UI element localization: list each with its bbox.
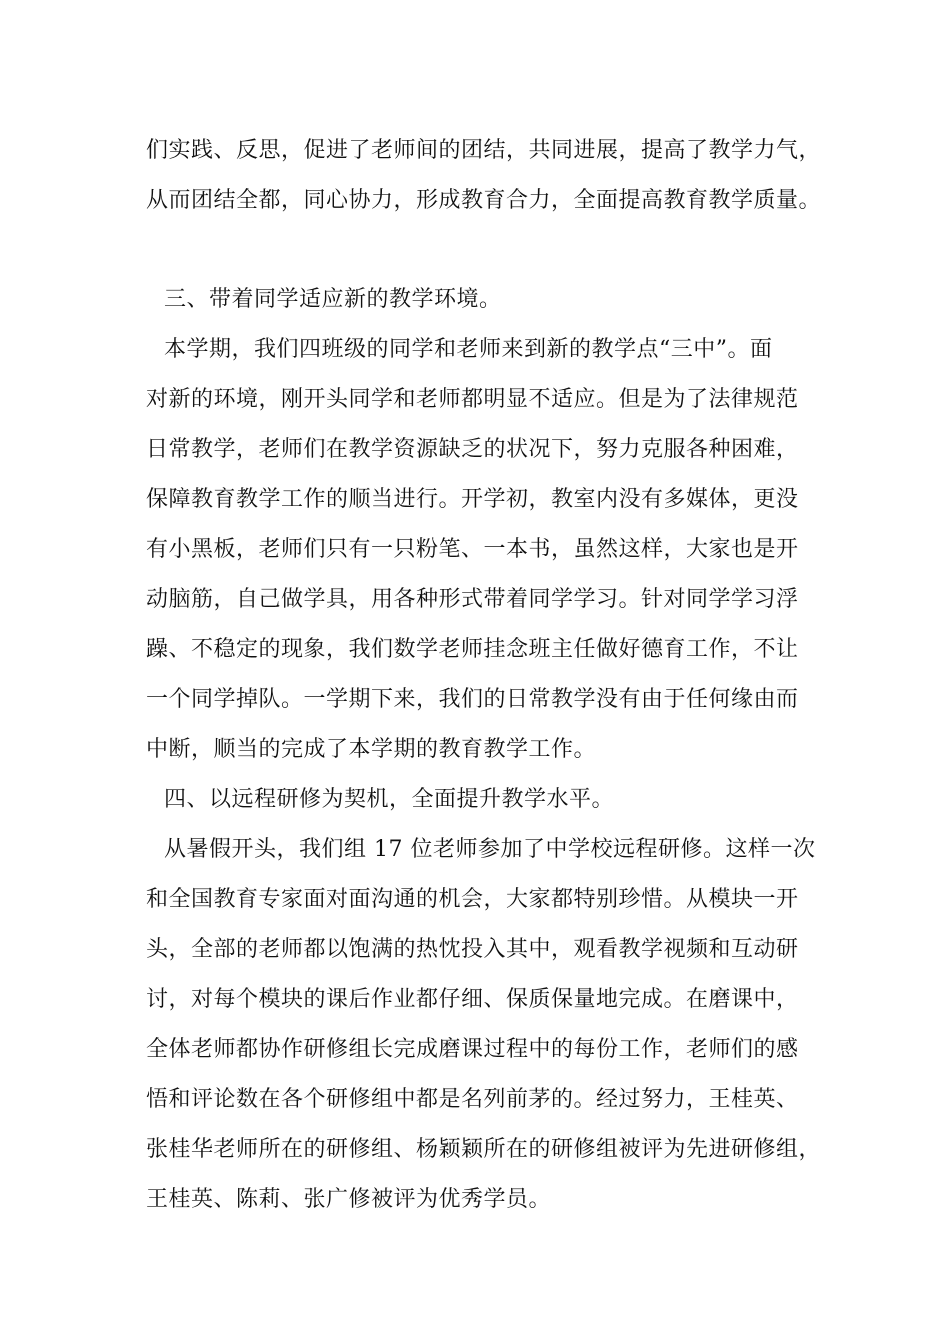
paragraph-line: 动脑筋，自己做学具，用各种形式带着同学学习。针对同学学习浮 [146,587,799,612]
paragraph-line: 全体老师都协作研修组长完成磨课过程中的每份工作，老师们的感 [146,1037,799,1062]
section-heading: 四、以远程研修为契机，全面提升教学水平。 [164,787,615,812]
paragraph-line: 和全国教育专家面对面沟通的机会，大家都特别珍惜。从模块一开 [146,887,799,912]
paragraph-line: 躁、不稳定的现象，我们数学老师挂念班主任做好德育工作，不让 [146,637,799,662]
paragraph-line: 对新的环境，刚开头同学和老师都明显不适应。但是为了法律规范 [146,387,799,412]
paragraph-line: 保障教育教学工作的顺当进行。开学初，教室内没有多媒体，更没 [146,487,799,512]
paragraph-line: 有小黑板，老师们只有一只粉笔、一本书，虽然这样，大家也是开 [146,537,799,562]
paragraph-line: 张桂华老师所在的研修组、杨颖颖所在的研修组被评为先进研修组， [146,1137,822,1162]
paragraph-line: 从暑假开头，我们组 17 位老师参加了中学校远程研修。这样一次 [164,837,816,862]
paragraph-line: 中断，顺当的完成了本学期的教育教学工作。 [146,737,597,762]
paragraph-line: 从而团结全都，同心协力，形成教育合力，全面提高教育教学质量。 [146,188,822,213]
paragraph-line: 悟和评论数在各个研修组中都是名列前茅的。经过努力，王桂英、 [146,1087,799,1112]
paragraph-line: 本学期，我们四班级的同学和老师来到新的教学点“三中”。面 [164,337,773,362]
section-heading: 三、带着同学适应新的教学环境。 [164,287,502,312]
paragraph-line: 们实践、反思，促进了老师间的团结，共同进展，提高了教学力气， [146,138,822,163]
paragraph-line: 王桂英、陈莉、张广修被评为优秀学员。 [146,1187,552,1212]
paragraph-line: 讨，对每个模块的课后作业都仔细、保质保量地完成。在磨课中， [146,987,799,1012]
paragraph-line: 日常教学，老师们在教学资源缺乏的状况下，努力克服各种困难， [146,437,799,462]
paragraph-line: 一个同学掉队。一学期下来，我们的日常教学没有由于任何缘由而 [146,687,799,712]
paragraph-line: 头，全部的老师都以饱满的热忱投入其中，观看教学视频和互动研 [146,937,799,962]
